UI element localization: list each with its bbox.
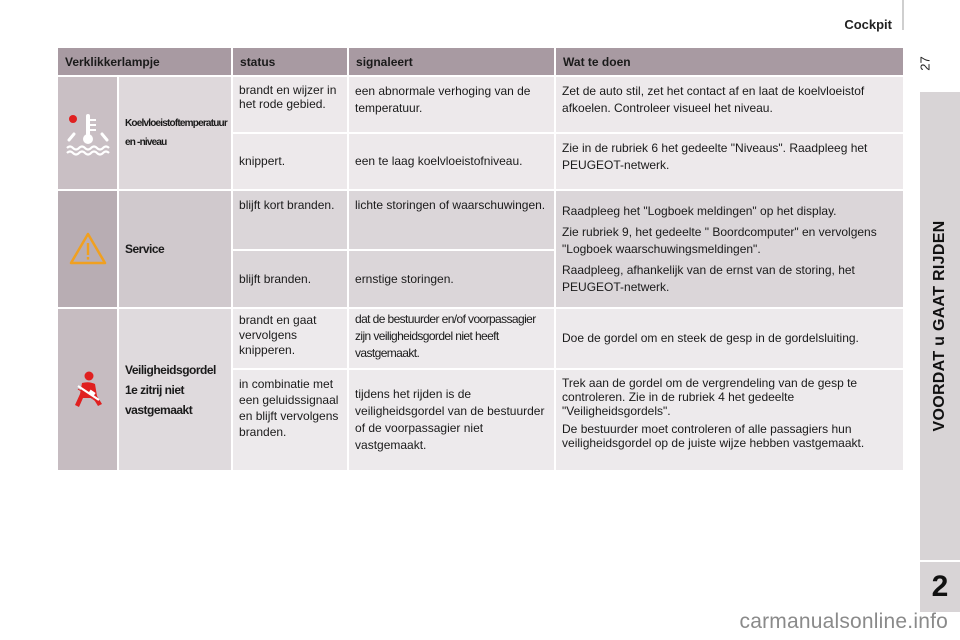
signaleert-cell: lichte storingen of waarschuwingen.	[349, 191, 554, 249]
warning-triangle-icon	[68, 231, 108, 267]
signaleert-cell: tijdens het rijden is de veiligheidsgordel van de bestuurder of de voorpassagier niet vastgemaakt.	[349, 370, 554, 470]
table-row	[58, 309, 903, 368]
header-divider	[902, 0, 904, 30]
coolant-label-cell	[119, 77, 231, 189]
signaleert-cell: dat de bestuurder en/of voorpassagier zijn veiligheidsgordel niet heeft vastgemaakt.	[349, 309, 554, 368]
seatbelt-icon	[69, 370, 107, 410]
warning-light-name: Veiligheidsgordel 1e zitrij niet vastgemaakt	[125, 362, 216, 417]
action-cell	[556, 370, 903, 470]
action-paragraph: Zie rubriek 9, het gedeelte " Boordcomputer" en vervolgens "Logboek waarschuwingsmeldingen".	[562, 225, 877, 256]
seatbelt-label-cell	[119, 309, 231, 470]
status-cell: in combinatie met een geluidssignaal en blijft vervolgens branden.	[233, 370, 347, 470]
action-cell: Doe de gordel om en steek de gesp in de gordelsluiting.	[556, 309, 903, 368]
warning-light-name: Service	[125, 241, 165, 256]
column-header-verklikkerlampje: Verklikkerlampje	[58, 48, 231, 75]
status-cell: brandt en gaat vervolgens knipperen.	[233, 309, 347, 368]
table-header-row	[58, 48, 903, 75]
watermark: carmanualsonline.info	[739, 610, 948, 633]
status-cell: brandt en wijzer in het rode gebied.	[233, 77, 347, 132]
action-cell	[556, 191, 903, 307]
signaleert-cell: een te laag koelvloeistofniveau.	[349, 134, 554, 189]
chapter-title: VOORDAT u GAAT RIJDEN	[931, 220, 948, 432]
chapter-number: 2	[920, 562, 960, 612]
action-paragraph: Trek aan de gordel om de vergrendeling van de gesp te controleren. Zie in de rubriek 4 het gedeelte "Veiligheidsgordels".	[562, 376, 858, 418]
coolant-temperature-icon	[65, 110, 111, 156]
page-number: 27	[917, 56, 933, 71]
action-paragraph: De bestuurder moet controleren of alle passagiers hun veiligheidsgordel op de juiste wijze hebben vastgemaakt.	[562, 422, 865, 450]
service-label-cell	[119, 191, 231, 307]
action-paragraph: Raadpleeg, afhankelijk van de ernst van de storing, het PEUGEOT-netwerk.	[562, 263, 855, 294]
table-row	[58, 77, 903, 132]
column-header-status: status	[233, 48, 347, 75]
status-cell: blijft kort branden.	[233, 191, 347, 249]
signaleert-cell: een abnormale verhoging van de temperatuur.	[349, 77, 554, 132]
section-title: Cockpit	[844, 17, 892, 32]
table-row	[58, 191, 903, 249]
service-icon-cell	[58, 191, 117, 307]
action-paragraph: Raadpleeg het "Logboek meldingen" op het display.	[562, 204, 837, 218]
warning-lights-table	[56, 46, 905, 472]
signaleert-cell: ernstige storingen.	[349, 251, 554, 307]
action-cell: Zet de auto stil, zet het contact af en laat de koelvloeistof afkoelen. Controleer visueel het niveau.	[556, 77, 903, 132]
column-header-wat-te-doen: Wat te doen	[556, 48, 903, 75]
column-header-signaleert: signaleert	[349, 48, 554, 75]
coolant-icon-cell	[58, 77, 117, 189]
status-cell: knippert.	[233, 134, 347, 189]
status-cell: blijft branden.	[233, 251, 347, 307]
action-cell: Zie in de rubriek 6 het gedeelte "Niveaus". Raadpleeg het PEUGEOT-netwerk.	[556, 134, 903, 189]
warning-light-name: Koelvloeistoftemperatuur en -niveau	[125, 118, 227, 148]
seatbelt-icon-cell	[58, 309, 117, 470]
